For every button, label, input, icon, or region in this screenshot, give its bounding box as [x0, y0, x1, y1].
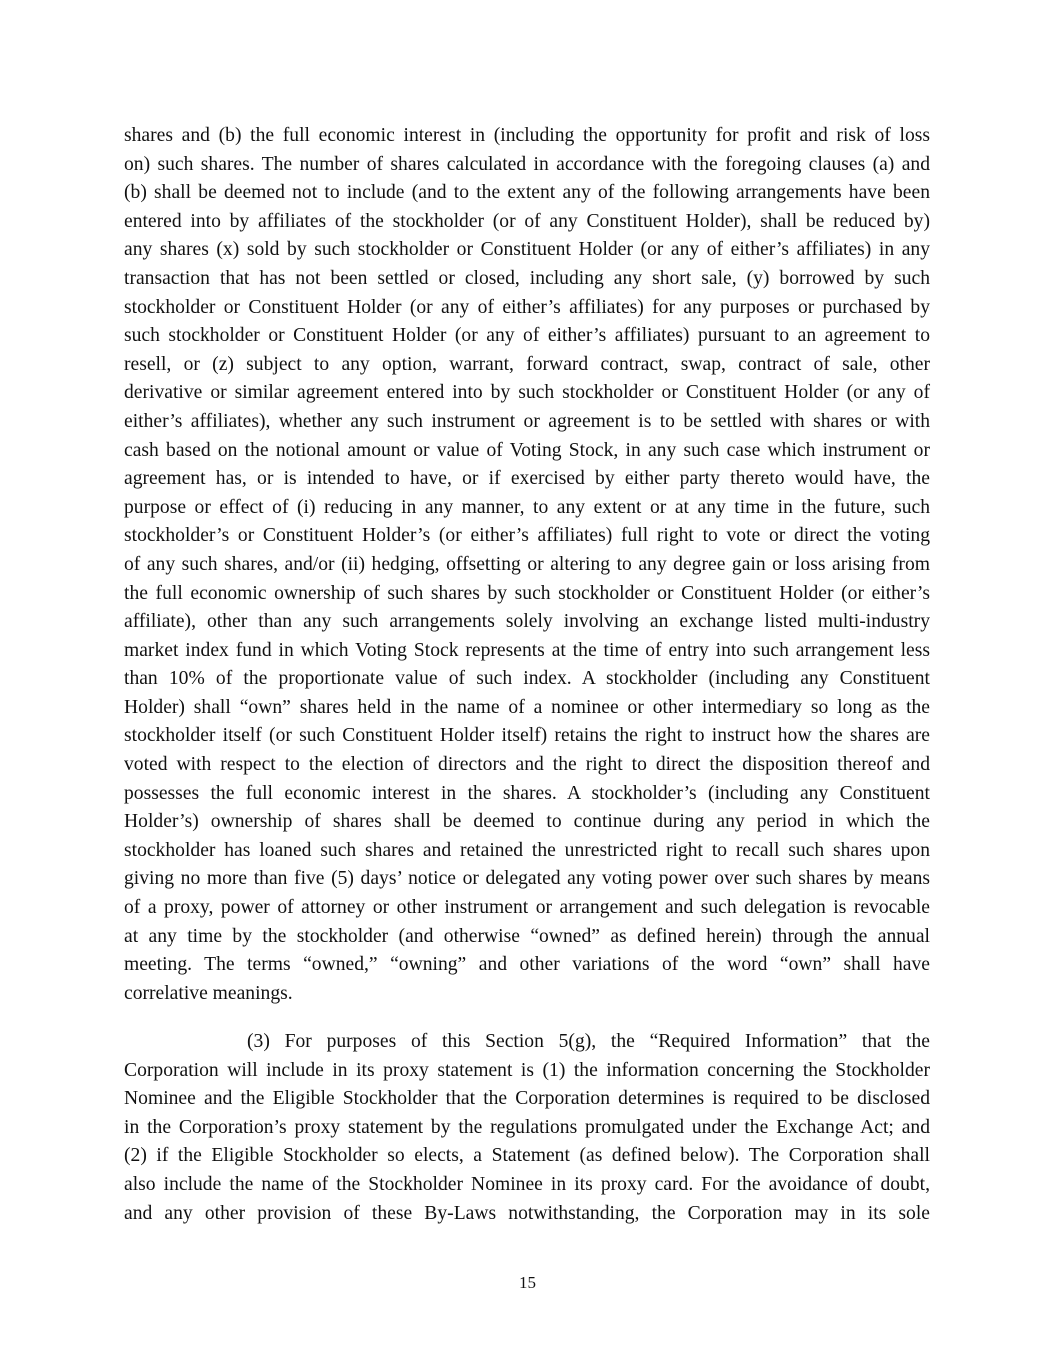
text-line: at any time by the stockholder (and otherwise “owned” as defined herein) through the annual — [124, 925, 930, 947]
text-line: market index fund in which Voting Stock represents at the time of entry into such arrangement less — [124, 639, 930, 661]
text-line: purpose or effect of (i) reducing in any manner, to any extent or at any time in the future, such — [124, 496, 930, 518]
text-line: stockholder itself (or such Constituent Holder itself) retains the right to instruct how the shares are — [124, 725, 930, 747]
page-number: 15 — [519, 1273, 536, 1292]
text-line: voted with respect to the election of directors and the right to direct the disposition thereof and — [124, 754, 930, 776]
text-line: (3) For purposes of this Section 5(g), the “Required Information” that the — [247, 1031, 930, 1052]
text-line: correlative meanings. — [124, 982, 293, 1004]
text-line: in the Corporation’s proxy statement by the regulations promulgated under the Exchange Act; and — [124, 1116, 930, 1138]
text-line: affiliate), other than any such arrangements solely involving an exchange listed multi-industry — [124, 611, 930, 633]
text-line: cash based on the notional amount or value of Voting Stock, in any such case which instrument or — [124, 439, 930, 461]
text-line: possesses the full economic interest in the shares. A stockholder’s (including any Constituent — [124, 782, 930, 804]
text-line: also include the name of the Stockholder Nominee in its proxy card. For the avoidance of doubt, — [124, 1173, 930, 1195]
text-line: meeting. The terms “owned,” “owning” and other variations of the word “own” shall have — [124, 954, 930, 976]
text-line: Corporation will include in its proxy statement is (1) the information concerning the Stockholder — [124, 1059, 930, 1081]
text-line: either’s affiliates), whether any such instrument or agreement is to be settled with shares or with — [124, 410, 930, 432]
text-line: stockholder’s or Constituent Holder’s (or either’s affiliates) full right to vote or direct the voting — [124, 525, 930, 547]
text-line: transaction that has not been settled or closed, including any short sale, (y) borrowed by such — [124, 267, 930, 289]
text-line: of any such shares, and/or (ii) hedging, offsetting or altering to any degree gain or loss arising from — [124, 553, 930, 575]
text-line: stockholder has loaned such shares and retained the unrestricted right to recall such shares upon — [124, 839, 930, 861]
text-line: on) such shares. The number of shares calculated in accordance with the foregoing clauses (a) and — [124, 153, 930, 175]
text-line: Holder) shall “own” shares held in the name of a nominee or other intermediary so long as the — [124, 696, 930, 718]
text-line: stockholder or Constituent Holder (or any of either’s affiliates) for any purposes or purchased by — [124, 296, 930, 318]
text-line: entered into by affiliates of the stockholder (or of any Constituent Holder), shall be reduced by) — [124, 210, 930, 232]
text-line: the full economic ownership of such shares by such stockholder or Constituent Holder (or either’s — [124, 582, 930, 604]
text-line: such stockholder or Constituent Holder (or any of either’s affiliates) pursuant to an agreement to — [124, 325, 930, 347]
paragraph-ownership-definition — [124, 122, 930, 1008]
text-line: than 10% of the proportionate value of such index. A stockholder (including any Constituent — [124, 668, 930, 690]
paragraph-required-information — [124, 1028, 930, 1228]
text-line: agreement has, or is intended to have, or if exercised by either party thereto would have, the — [124, 468, 930, 490]
text-line: (b) shall be deemed not to include (and to the extent any of the following arrangements have been — [124, 182, 930, 204]
text-line: shares and (b) the full economic interest in (including the opportunity for profit and risk of loss — [124, 125, 930, 146]
text-line: giving no more than five (5) days’ notice or delegated any voting power over such shares by means — [124, 868, 930, 890]
text-line: and any other provision of these By-Laws notwithstanding, the Corporation may in its sole — [124, 1202, 930, 1224]
text-line: resell, or (z) subject to any option, warrant, forward contract, swap, contract of sale, other — [124, 353, 930, 375]
text-line: derivative or similar agreement entered into by such stockholder or Constituent Holder (or any of — [124, 382, 930, 404]
text-line: (2) if the Eligible Stockholder so elects, a Statement (as defined below). The Corporation shall — [124, 1145, 930, 1167]
text-line: of a proxy, power of attorney or other instrument or arrangement and such delegation is revocable — [124, 897, 930, 919]
text-line: Holder’s) ownership of shares shall be deemed to continue during any period in which the — [124, 811, 930, 833]
text-line: Nominee and the Eligible Stockholder that the Corporation determines is required to be disclosed — [124, 1088, 930, 1110]
text-line: any shares (x) sold by such stockholder or Constituent Holder (or any of either’s affiliates) in any — [124, 239, 930, 261]
